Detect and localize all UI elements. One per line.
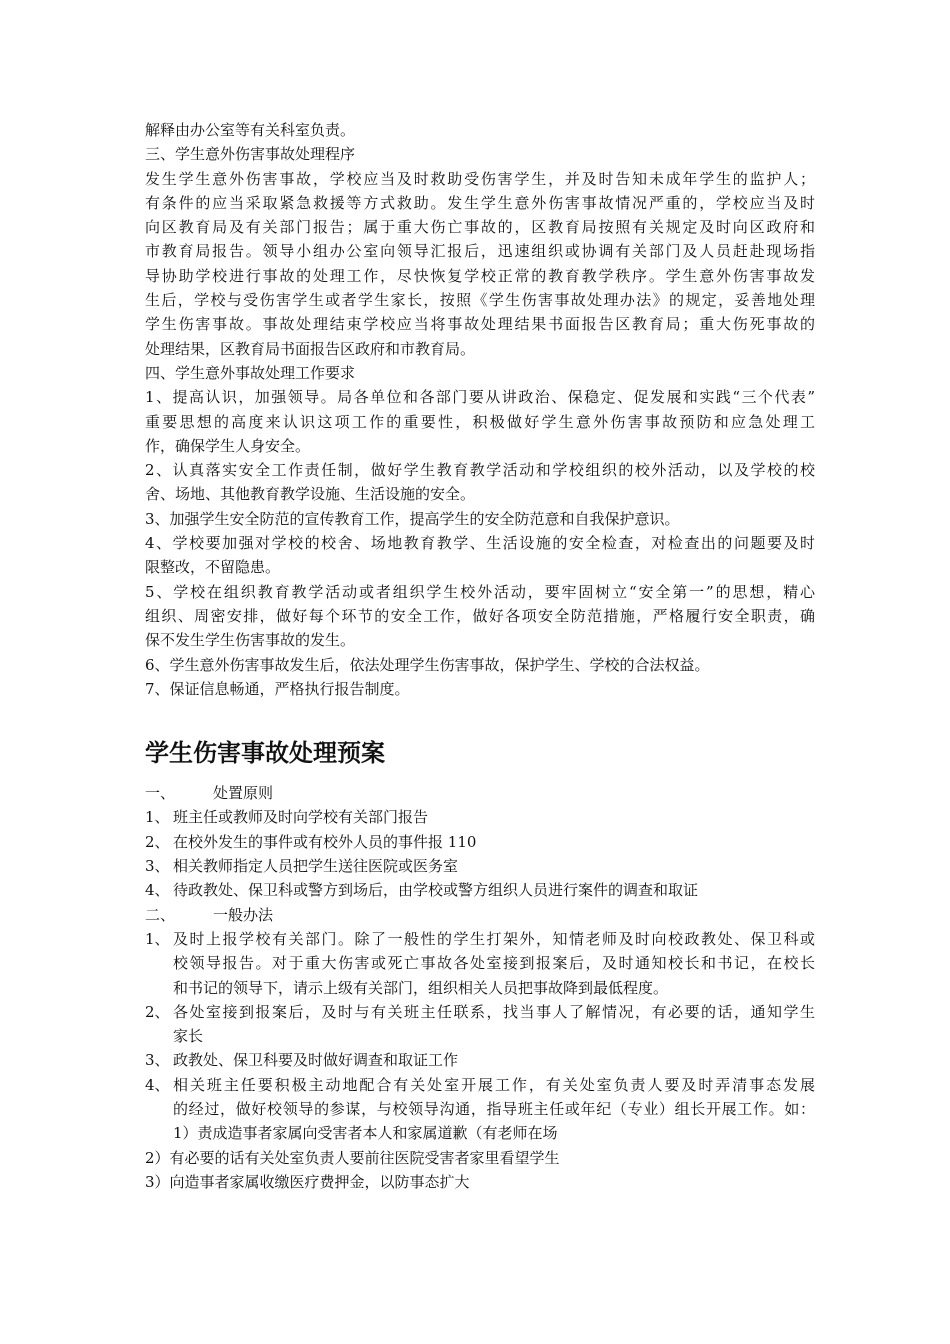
text-line: 限整改，不留隐患。	[145, 558, 281, 577]
item-text: 政教处、保卫科要及时做好调查和取证工作	[173, 1051, 459, 1070]
text-line: 向区教育局及有关部门报告；属于重大伤亡事故的，区教育局按照有关规定及时向区政府和	[145, 218, 815, 237]
list-item	[145, 927, 815, 1000]
text-line: 解释由办公室等有关科室负责。	[145, 121, 356, 139]
text-line: 学生伤害事故。事故处理结束学校应当将事故处理结果书面报告区教育局；重大伤死事故的	[145, 315, 815, 334]
section-title-text: 一般办法	[213, 905, 274, 924]
text-line: 2、认真落实安全工作责任制，做好学生教育教学活动和学校组织的校外活动，以及学校的校	[145, 461, 815, 480]
text-line: 4、学校要加强对学校的校舍、场地教育教学、生活设施的安全检查，对检查出的问题要及时	[145, 534, 815, 553]
text-line: 3）向造事者家属收缴医疗费押金，以防事态扩大	[145, 1172, 470, 1191]
item-number: 2、	[145, 1002, 170, 1021]
item-text: 1）责成造事者家属向受害者本人和家属道歉（有老师在场	[173, 1124, 558, 1143]
item-text: 待政教处、保卫科或警方到场后，由学校或警方组织人员进行案件的调查和取证	[173, 881, 699, 900]
item-number: 2、	[145, 832, 170, 851]
item-text: 家长	[173, 1027, 204, 1046]
part1-text	[145, 118, 815, 701]
text-line: 3、加强学生安全防范的宣传教育工作，提高学生的安全防范意和自我保护意识。	[145, 509, 680, 528]
text-line: 导协助学校进行事故的处理工作，尽快恢复学校正常的教育教学秩序。学生意外伤害事故发	[145, 266, 815, 285]
item-text: 班主任或教师及时向学校有关部门报告	[173, 808, 429, 827]
document-page	[145, 118, 815, 1194]
text-line: 6、学生意外伤害事故发生后，依法处理学生伤害事故，保护学生、学校的合法权益。	[145, 655, 710, 674]
section-two-title	[145, 903, 815, 927]
item-number: 3、	[145, 857, 170, 876]
list-item	[145, 1000, 815, 1049]
item-text: 校领导报告。对于重大伤害或死亡事故各处室接到报案后，及时通知校长和书记，在校长	[173, 954, 815, 973]
section-title-text: 处置原则	[213, 784, 274, 803]
text-line: 5、学校在组织教育教学活动或者组织学生校外活动，要牢固树立“安全第一”的思想，精心	[145, 582, 815, 601]
text-line: 作，确保学生人身安全。	[145, 436, 311, 455]
text-line: 处理结果，区教育局书面报告区政府和市教育局。	[145, 339, 476, 358]
text-line: 保不发生学生伤害事故的发生。	[145, 631, 356, 650]
list-item	[145, 854, 815, 878]
list-item	[145, 830, 815, 854]
document-title: 学生伤害事故处理预案	[145, 739, 385, 768]
item-text: 及时上报学校有关部门。除了一般性的学生打架外，知情老师及时向校政教处、保卫科或	[173, 929, 815, 948]
text-line: 组织、周密安排，做好每个环节的安全工作，做好各项安全防范措施，严格履行安全职责，确	[145, 606, 815, 625]
item-number: 3、	[145, 1051, 170, 1070]
item-number: 1、	[145, 929, 170, 948]
item-number: 4、	[145, 1075, 170, 1094]
section-number: 一、	[145, 784, 176, 803]
item-text: 在校外发生的事件或有校外人员的事件报 110	[173, 832, 477, 851]
section-heading-3: 三、学生意外伤害事故处理程序	[145, 145, 356, 164]
section-two-list	[145, 927, 815, 1146]
item-text: 各处室接到报案后，及时与有关班主任联系，找当事人了解情况，有必要的话，通知学生	[173, 1002, 815, 1021]
section-one-title	[145, 781, 815, 805]
section-heading-4: 四、学生意外事故处理工作要求	[145, 363, 356, 382]
list-item	[145, 805, 815, 829]
text-line: 有条件的应当采取紧急救援等方式救助。发生学生意外伤害事故情况严重的，学校应当及时	[145, 193, 815, 212]
item-number: 4、	[145, 881, 170, 900]
text-line: 发生学生意外伤害事故，学校应当及时救助受伤害学生，并及时告知未成年学生的监护人；	[145, 169, 815, 188]
text-line: 7、保证信息畅通，严格执行报告制度。	[145, 679, 410, 698]
text-line: 生后，学校与受伤害学生或者学生家长，按照《学生伤害事故处理办法》的规定，妥善地处理	[145, 291, 815, 310]
item-number: 1、	[145, 808, 170, 827]
list-item	[145, 878, 815, 902]
text-line: 1、提高认识，加强领导。局各单位和各部门要从讲政治、保稳定、促发展和实践“三个代表”	[145, 388, 815, 407]
item-text: 相关班主任要积极主动地配合有关处室开展工作，有关处室负责人要及时弄清事态发展	[173, 1075, 815, 1094]
item-text: 和书记的领导下，请示上级有关部门，组织相关人员把事故降到最低程度。	[173, 978, 669, 997]
item-text: 的经过，做好校领导的参谋，与校领导沟通，指导班主任或年纪（专业）组长开展工作。如：	[173, 1099, 815, 1118]
item-text: 相关教师指定人员把学生送往医院或医务室	[173, 857, 459, 876]
list-item	[145, 1048, 815, 1072]
list-item	[145, 1073, 815, 1146]
tail-text	[145, 1146, 815, 1195]
text-line: 2）有必要的话有关处室负责人要前往医院受害者家里看望学生	[145, 1148, 560, 1167]
text-line: 舍、场地、其他教育教学设施、生活设施的安全。	[145, 485, 476, 504]
section-one-list	[145, 805, 815, 902]
section-number: 二、	[145, 905, 176, 924]
text-line: 重要思想的高度来认识这项工作的重要性，积极做好学生意外伤害事故预防和应急处理工	[145, 412, 815, 431]
text-line: 市教育局报告。领导小组办公室向领导汇报后，迅速组织或协调有关部门及人员赶赴现场指	[145, 242, 815, 261]
